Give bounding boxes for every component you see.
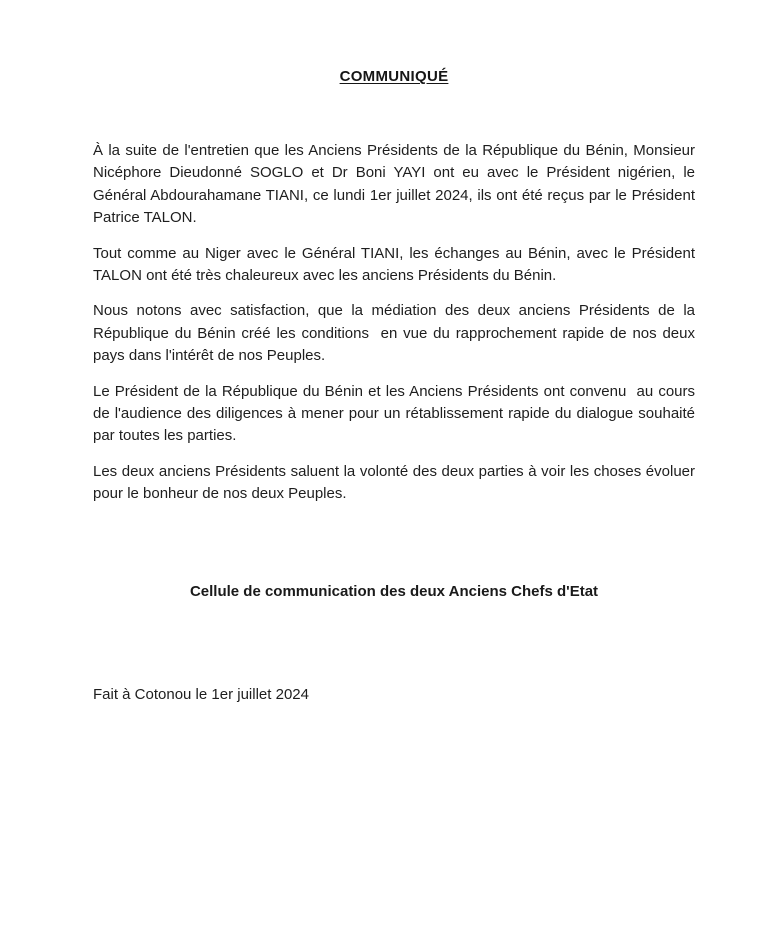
- paragraph-2: Tout comme au Niger avec le Général TIANI, les échanges au Bénin, avec le Président TALON ont été très chaleureux avec les anciens Présidents du Bénin.: [93, 244, 699, 285]
- document-title: COMMUNIQUÉ: [339, 68, 449, 85]
- paragraph-3: Nous notons avec satisfaction, que la médiation des deux anciens Présidents de la République du Bénin créé les conditions en vue du rapprochement rapide de nos deux pays dans l'intérêt de nos Peuples.: [93, 302, 700, 365]
- document-body: [93, 140, 700, 506]
- paragraph-1: À la suite de l'entretien que les Anciens Présidents de la République du Bénin, Monsieur Nicéphore Dieudonné SOGLO et Dr Boni YAYI ont eu avec le Président nigérien, le Général Abdourahamane TIANI, ce lundi 1er juillet 2024, ils ont été reçus par le Président Patrice TALON.: [93, 142, 700, 227]
- paragraph-5: Les deux anciens Présidents saluent la volonté des deux parties à voir les choses évoluer pour le bonheur de nos deux Peuples.: [93, 462, 700, 503]
- document-content: [93, 0, 700, 706]
- signature-line: Cellule de communication des deux Anciens Chefs d'Etat: [189, 582, 599, 600]
- dateline: Fait à Cotonou le 1er juillet 2024: [93, 685, 309, 703]
- paragraph-4: Le Président de la République du Bénin et les Anciens Présidents ont convenu au cours de l'audience des diligences à mener pour un rétablissement rapide du dialogue souhaité par toutes les parties.: [93, 382, 700, 445]
